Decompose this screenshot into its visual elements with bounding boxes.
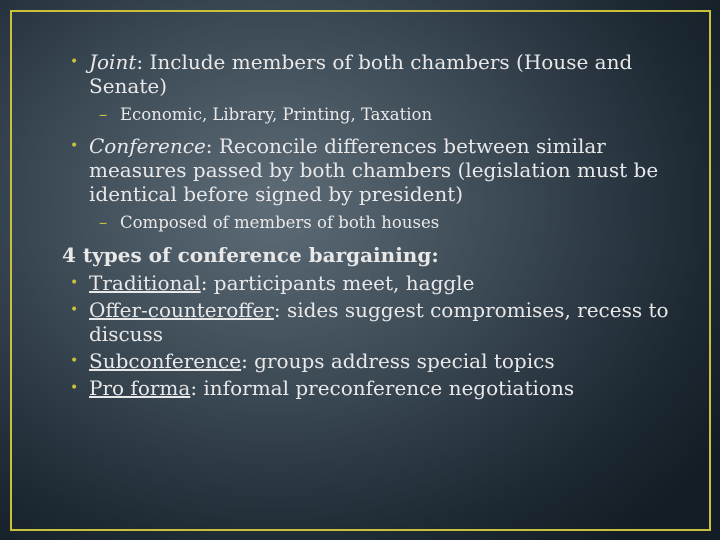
bullet-marker: • bbox=[70, 54, 79, 70]
term-joint: Joint bbox=[89, 50, 137, 74]
bullet-pro-forma-text: : informal preconference negotiations bbox=[190, 376, 575, 400]
bullet-subconference-text: : groups address special topics bbox=[241, 349, 555, 373]
bargaining-heading: 4 types of conference bargaining: bbox=[62, 243, 439, 267]
bullet-offer-counteroffer-text: : sides suggest compromises, recess to discuss bbox=[89, 298, 669, 346]
term-traditional: Traditional bbox=[89, 271, 201, 295]
bullet-marker: • bbox=[70, 380, 79, 396]
dash-marker: – bbox=[99, 105, 108, 124]
bullet-traditional-text: : participants meet, haggle bbox=[200, 271, 475, 295]
dash-marker: – bbox=[99, 213, 108, 232]
term-pro-forma: Pro forma bbox=[89, 376, 191, 400]
bullet-marker: • bbox=[70, 302, 79, 318]
term-conference: Conference bbox=[89, 134, 206, 158]
slide-content bbox=[62, 50, 672, 400]
bullet-conference bbox=[62, 134, 672, 206]
bullet-marker: • bbox=[70, 275, 79, 291]
sub-bullet-joint-examples bbox=[62, 105, 672, 125]
bullet-pro-forma bbox=[62, 376, 672, 400]
bullet-joint bbox=[62, 50, 672, 98]
bullet-offer-counteroffer bbox=[62, 298, 672, 346]
sub-bullet-conference-composition bbox=[62, 213, 672, 233]
bullet-conference-text: : Reconcile differences between similar measures passed by both chambers (legislation must be identical before signed by president) bbox=[89, 134, 659, 206]
term-offer-counteroffer: Offer-counteroffer bbox=[89, 298, 274, 322]
sub-bullet-conference-text: Composed of members of both houses bbox=[120, 213, 440, 232]
bullet-marker: • bbox=[70, 138, 79, 154]
bullet-subconference bbox=[62, 349, 672, 373]
bullet-marker: • bbox=[70, 353, 79, 369]
bullet-traditional bbox=[62, 271, 672, 295]
bullet-joint-text: : Include members of both chambers (House and Senate) bbox=[89, 50, 633, 98]
term-subconference: Subconference bbox=[89, 349, 242, 373]
sub-bullet-joint-text: Economic, Library, Printing, Taxation bbox=[120, 105, 433, 124]
